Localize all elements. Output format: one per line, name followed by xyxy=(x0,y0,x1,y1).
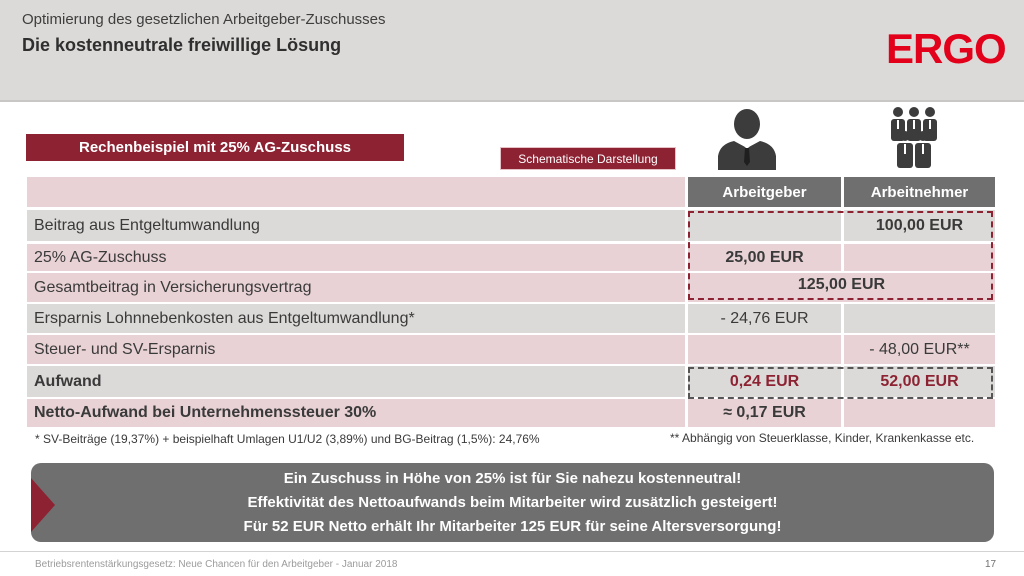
arbeitnehmer-value xyxy=(844,304,995,333)
slide-title: Die kostenneutrale freiwillige Lösung xyxy=(22,35,342,55)
banner-line-1: Ein Zuschuss in Höhe von 25% ist für Sie nahezu kostenneutral! xyxy=(283,470,742,487)
banner-line-2: Effektivität des Nettoaufwands beim Mitarbeiter wird zusätzlich gesteigert! xyxy=(247,494,778,511)
expense-highlight-frame xyxy=(688,367,993,399)
footnote-tax: ** Abhängig von Steuerklasse, Kinder, Krankenkasse etc. xyxy=(670,431,975,445)
arbeitnehmer-value: - 48,00 EUR** xyxy=(844,335,995,364)
row-label: Beitrag aus Entgeltumwandlung xyxy=(27,210,685,241)
arbeitgeber-value xyxy=(688,335,841,364)
row-label: Steuer- und SV-Ersparnis xyxy=(27,335,685,364)
row-label: Aufwand xyxy=(27,366,685,397)
table-header-blank xyxy=(27,177,685,207)
row-label: 25% AG-Zuschuss xyxy=(27,244,685,271)
arbeitnehmer-value: 100,00 EUR xyxy=(844,210,995,241)
example-label: Rechenbeispiel mit 25% AG-Zuschuss xyxy=(26,134,404,161)
summary-banner xyxy=(31,463,994,542)
footnote-sv: * SV-Beiträge (19,37%) + beispielhaft Umlagen U1/U2 (3,89%) und BG-Beitrag (1,5%): 24,76% xyxy=(35,432,540,446)
page-number: 17 xyxy=(985,559,997,570)
arbeitgeber-value: 25,00 EUR xyxy=(688,244,841,271)
schematic-badge: Schematische Darstellung xyxy=(500,147,676,170)
footer-text: Betriebsrentenstärkungsgesetz: Neue Chancen für den Arbeitgeber - Januar 2018 xyxy=(35,559,398,570)
arbeitnehmer-value: 52,00 EUR xyxy=(844,366,995,397)
arbeitnehmer-value xyxy=(844,399,995,427)
group-of-people-icon xyxy=(888,106,940,168)
table-row xyxy=(27,335,995,364)
slide-subtitle: Optimierung des gesetzlichen Arbeitgeber-Zuschusses xyxy=(22,11,386,28)
ergo-logo: ERGO xyxy=(886,25,1006,72)
arbeitgeber-value: 0,24 EUR xyxy=(688,366,841,397)
footer-divider xyxy=(0,551,1024,552)
row-label: Gesamtbeitrag in Versicherungsvertrag xyxy=(27,273,685,302)
header-bar xyxy=(0,0,1024,100)
banner-line-3: Für 52 EUR Netto erhält Ihr Mitarbeiter 125 EUR für seine Altersversorgung! xyxy=(243,518,782,535)
table-row xyxy=(27,304,995,333)
column-header-arbeitgeber: Arbeitgeber xyxy=(688,177,841,207)
combined-value: 125,00 EUR xyxy=(688,273,995,302)
row-label: Ersparnis Lohnnebenkosten aus Entgeltumwandlung* xyxy=(27,304,685,333)
arbeitgeber-value: - 24,76 EUR xyxy=(688,304,841,333)
businessman-icon xyxy=(714,104,780,170)
column-header-arbeitnehmer: Arbeitnehmer xyxy=(844,177,995,207)
row-label: Netto-Aufwand bei Unternehmenssteuer 30% xyxy=(27,399,685,427)
table-row xyxy=(27,399,995,427)
header-divider xyxy=(0,100,1024,102)
arbeitgeber-value: ≈ 0,17 EUR xyxy=(688,399,841,427)
contribution-highlight-frame xyxy=(688,211,993,300)
table-header-row xyxy=(27,177,995,207)
